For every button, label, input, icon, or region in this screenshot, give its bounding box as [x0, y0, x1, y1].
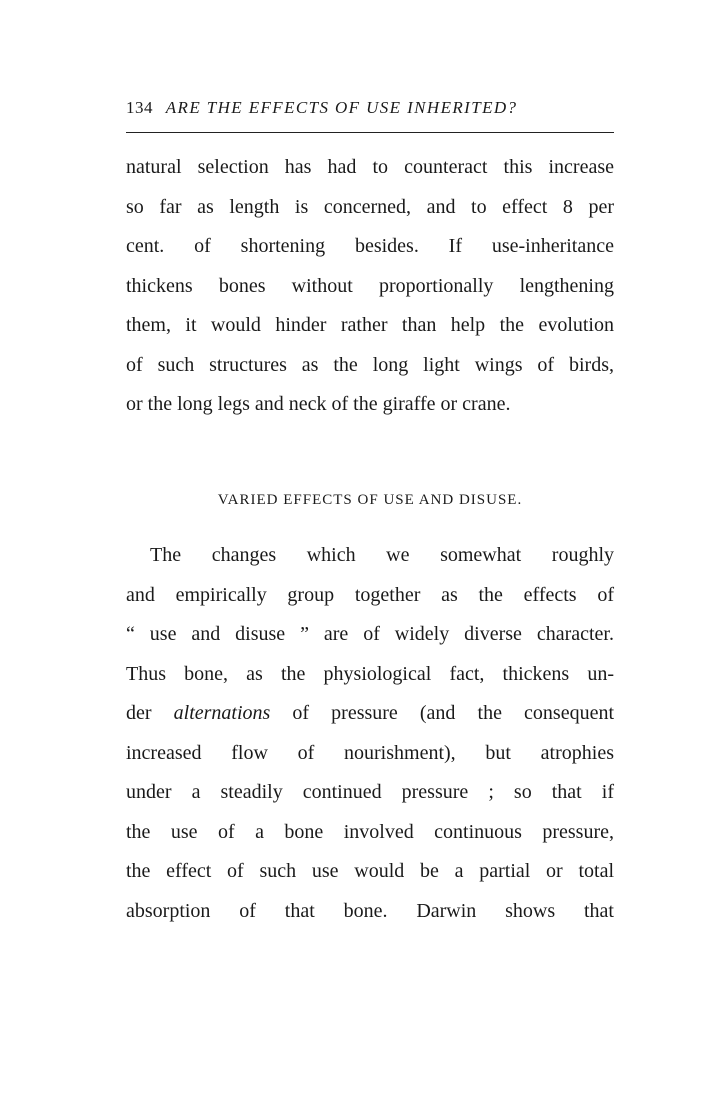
- text-fragment: der: [126, 702, 152, 724]
- text-fragment: of pressure (and the consequent: [292, 702, 615, 724]
- text-line: the use of a bone involved continuous pressure,: [126, 820, 614, 843]
- running-title: ARE THE EFFECTS OF USE INHERITED?: [165, 98, 518, 117]
- page-number: 134: [126, 98, 153, 117]
- text-line: them, it would hinder rather than help the evolution: [126, 314, 614, 336]
- text-line-with-emphasis: [126, 694, 614, 734]
- text-line: under a steadily continued pressure ; so that if: [126, 781, 614, 803]
- text-line: or the long legs and neck of the giraffe or crane.: [126, 393, 511, 415]
- running-head: [126, 98, 614, 122]
- emphasized-word: alternations: [173, 702, 271, 724]
- paragraph-varied-effects: [126, 536, 614, 931]
- text-line: and empirically group together as the effects of: [126, 583, 614, 606]
- text-line: the effect of such use would be a partial or total: [126, 860, 614, 882]
- text-line: absorption of that bone. Darwin shows that: [126, 899, 614, 922]
- text-line: thickens bones without proportionally lengthening: [126, 274, 614, 297]
- text-line: cent. of shortening besides. If use-inheritance: [126, 235, 614, 257]
- text-line: Thus bone, as the physiological fact, thickens un-: [126, 662, 614, 685]
- section-heading: VARIED EFFECTS OF USE AND DISUSE.: [217, 492, 523, 508]
- text-line: of such structures as the long light wings of birds,: [126, 353, 614, 376]
- text-line: natural selection has had to counteract this increase: [126, 156, 614, 178]
- text-line: “ use and disuse ” are of widely diverse character.: [126, 623, 614, 645]
- paragraph-continued: [126, 148, 614, 425]
- header-rule: [126, 132, 614, 133]
- text-line: increased flow of nourishment), but atrophies: [126, 741, 614, 764]
- text-line: so far as length is concerned, and to effect 8 per: [126, 195, 614, 218]
- text-line: The changes which we somewhat roughly: [150, 544, 614, 566]
